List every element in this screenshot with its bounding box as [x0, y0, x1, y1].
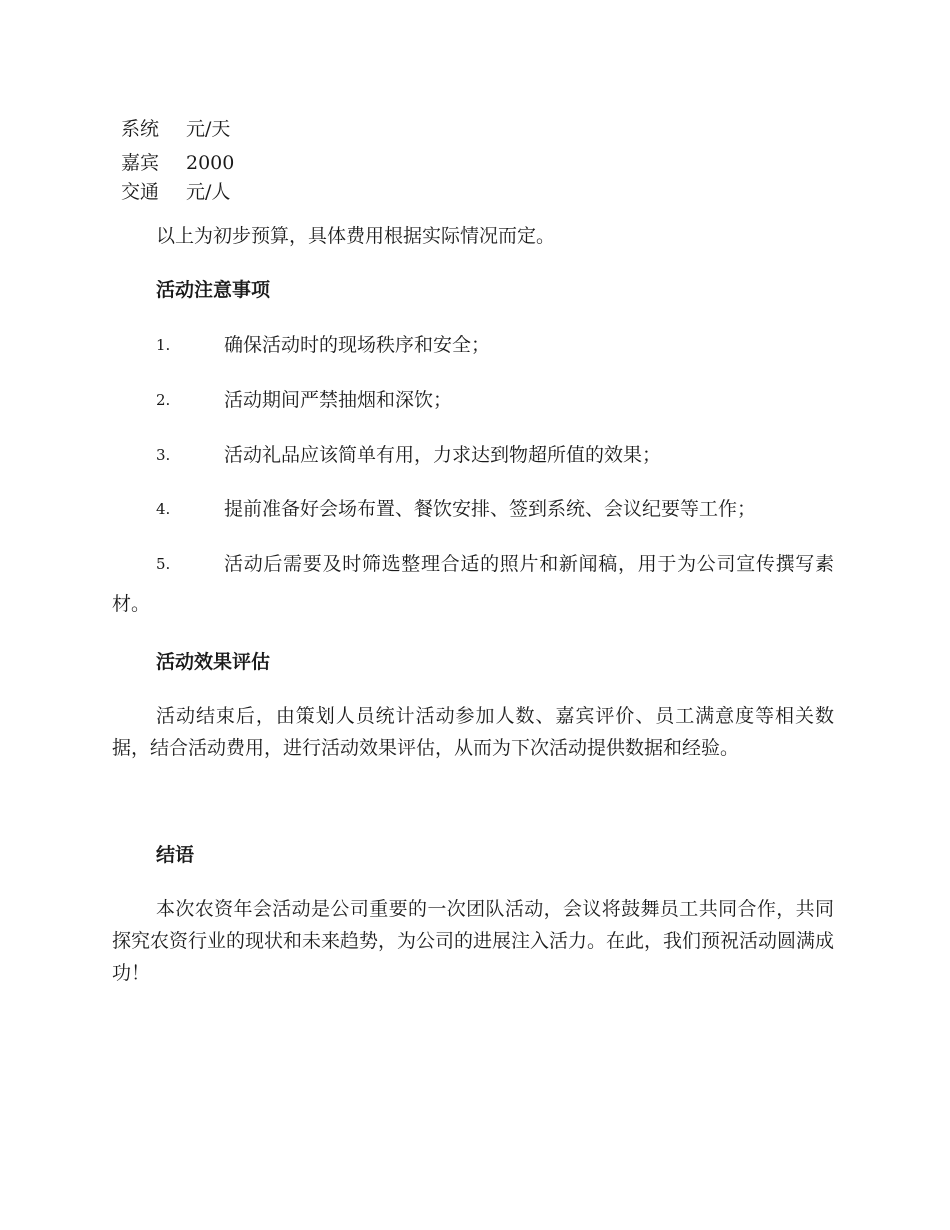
section-heading-evaluation: 活动效果评估	[156, 651, 271, 673]
list-number: 5.	[156, 555, 171, 573]
budget-label: 系统	[121, 118, 160, 140]
budget-note: 以上为初步预算，具体费用根据实际情况而定。	[156, 225, 556, 247]
budget-label: 交通	[121, 181, 160, 203]
list-text: 活动期间严禁抽烟和深饮；	[224, 389, 453, 411]
budget-row-transport	[121, 180, 230, 204]
list-text: 活动礼品应该简单有用，力求达到物超所值的效果；	[224, 444, 662, 466]
section-heading-notes: 活动注意事项	[156, 279, 271, 301]
budget-row-guest	[121, 151, 234, 175]
section-heading-conclusion: 结语	[156, 844, 195, 866]
list-number: 1.	[156, 336, 171, 354]
list-item	[112, 325, 834, 365]
budget-value: 2000	[186, 152, 235, 174]
list-text: 确保活动时的现场秩序和安全；	[224, 334, 491, 356]
evaluation-body: 活动结束后，由策划人员统计活动参加人数、嘉宾评价、员工满意度等相关数据，结合活动费用，进行活动效果评估，从而为下次活动提供数据和经验。	[112, 705, 834, 759]
list-text: 活动后需要及时筛选整理合适的照片和新闻稿，用于为公司宣传撰写素材。	[112, 553, 834, 615]
list-number: 3.	[156, 446, 171, 464]
budget-row-system	[121, 117, 230, 141]
list-item	[112, 544, 834, 624]
budget-value: 元/人	[186, 181, 231, 203]
list-text: 提前准备好会场布置、餐饮安排、签到系统、会议纪要等工作；	[224, 498, 757, 520]
budget-label: 嘉宾	[121, 152, 160, 174]
conclusion-body: 本次农资年会活动是公司重要的一次团队活动，会议将鼓舞员工共同合作，共同探究农资行业的现状和未来趋势，为公司的进展注入活力。在此，我们预祝活动圆满成功！	[112, 898, 835, 984]
list-item	[112, 380, 834, 420]
list-number: 2.	[156, 391, 171, 409]
budget-value: 元/天	[186, 118, 231, 140]
list-number: 4.	[156, 500, 171, 518]
list-item	[112, 489, 834, 529]
list-item	[112, 435, 834, 475]
